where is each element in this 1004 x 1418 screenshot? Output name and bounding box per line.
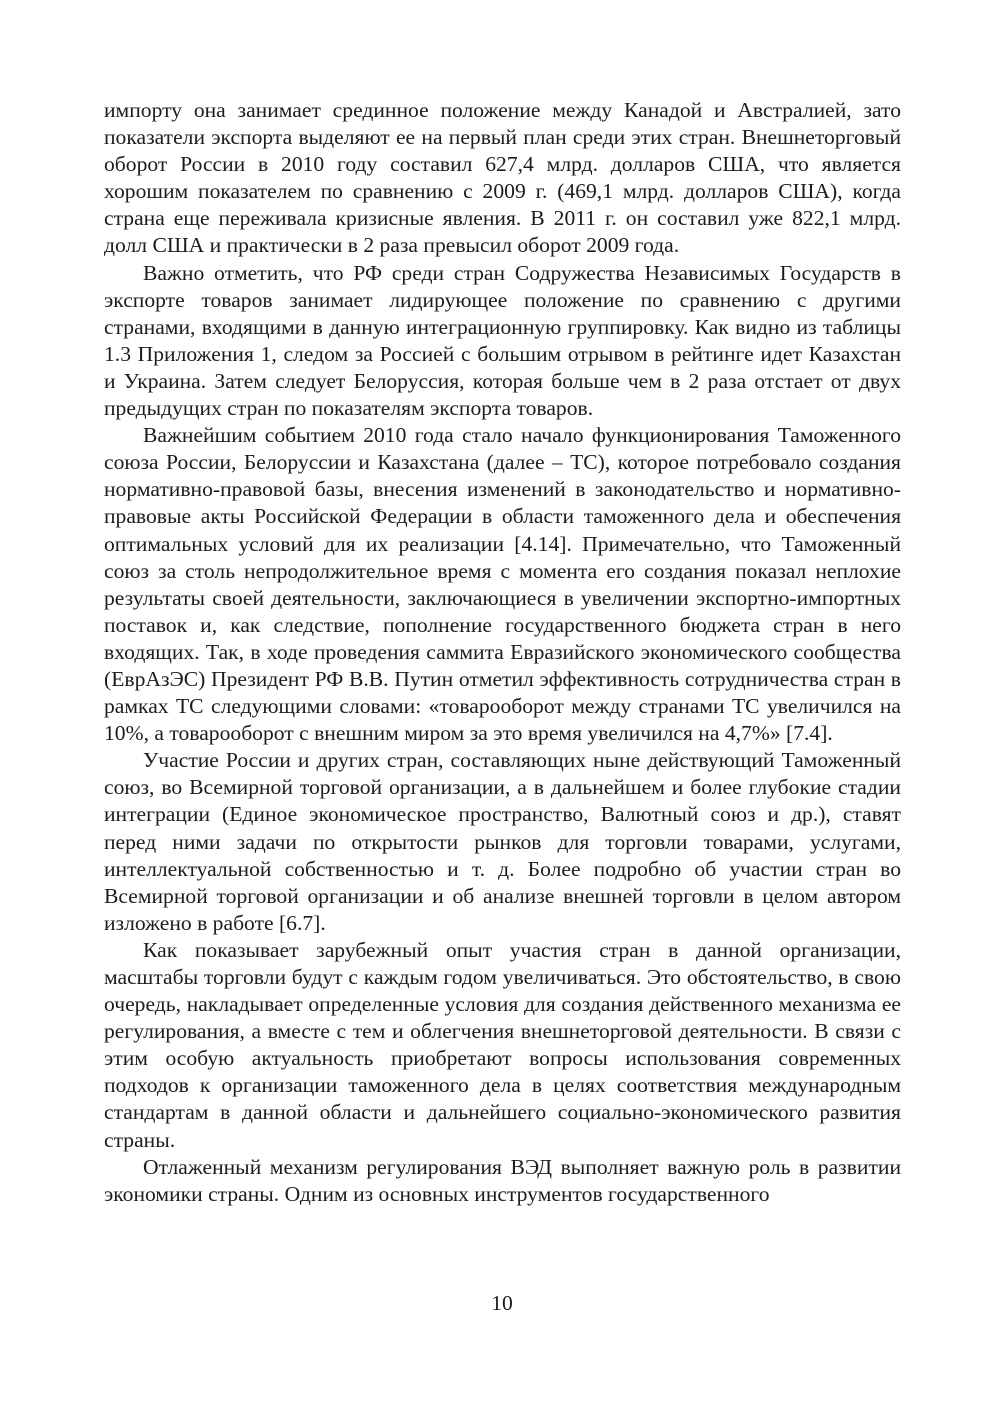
paragraph-1: импорту она занимает срединное положение между Канадой и Австралией, зато показатели экспорта выделяют ее на первый план среди этих стран. Внешнеторговый оборот России в 2010 году составил 627,4 млрд. долларов США, что является хорошим показателем по сравнению с 2009 г. (469,1 млрд. долларов США), когда страна еще переживала кризисные явления. В 2011 г. он составил уже 822,1 млрд. долл США и практически в 2 раза превысил оборот 2009 года. — [104, 98, 901, 258]
paragraph-2: Важно отметить, что РФ среди стран Содружества Независимых Государств в экспорте товаров занимает лидирующее положение по сравнению с другими странами, входящими в данную интеграционную группировку. Как видно из таблицы 1.3 Приложения 1, следом за Россией с большим отрывом в рейтинге идет Казахстан и Украина. Затем следует Белоруссия, которая больше чем в 2 раза отстает от двух предыдущих стран по показателям экспорта товаров. — [104, 260, 901, 421]
paragraph-5: Как показывает зарубежный опыт участия стран в данной организации, масштабы торговли будут с каждым годом увеличиваться. Это обстоятельство, в свою очередь, накладывает определенные условия для создания действенного механизма ее регулирования, а вместе с тем и облегчения внешнеторговой деятельности. В связи с этим особую актуальность приобретают вопросы использования современных подходов к организации таможенного дела в целях соответствия международным стандартам в данной области и дальнейшего социально-экономического развития страны. — [104, 937, 901, 1152]
paragraph-4: Участие России и других стран, составляющих ныне действующий Таможенный союз, во Всемирной торговой организации, а в дальнейшем и более глубокие стадии интеграции (Единое экономическое пространство, Валютный союз и др.), ставят перед ними задачи по открытости рынков для торговли товарами, услугами, интеллектуальной собственностью и т. д. Более подробно об участии стран во Всемирной торговой организации и об анализе внешней торговли в целом автором изложено в работе [6.7]. — [104, 748, 901, 935]
body-text — [104, 97, 901, 1208]
paragraph-6: Отлаженный механизм регулирования ВЭД выполняет важную роль в развитии экономики страны. Одним из основных инструментов государственного — [104, 1154, 901, 1206]
paragraph-3: Важнейшим событием 2010 года стало начало функционирования Таможенного союза России, Белоруссии и Казахстана (далее – ТС), которое потребовало создания нормативно-правовой базы, внесения изменений в законодательство и нормативно-правовые акты Российской Федерации в области таможенного дела и обеспечения оптимальных условий для их реализации [4.14]. Примечательно, что Таможенный союз за столь непродолжительное время с момента его создания показал неплохие результаты своей деятельности, заключающиеся в увеличении экспортно-импортных поставок и, как следствие, пополнение государственного бюджета стран в него входящих. Так, в ходе проведения саммита Евразийского экономического сообщества (ЕврАзЭС) Президент РФ В.В. Путин отметил эффективность сотрудничества стран в рамках ТС следующими словами: «товарооборот между странами ТС увеличился на 10%, а товарооборот с внешним миром за это время увеличился на 4,7%» [7.4]. — [104, 423, 901, 746]
page-number: 10 — [491, 1291, 513, 1315]
